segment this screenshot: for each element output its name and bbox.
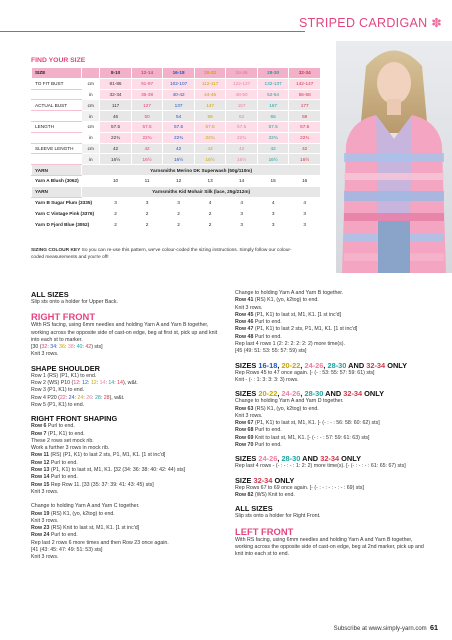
left-front-heading: LEFT FRONT [235, 525, 294, 537]
yarn-label: YARN [32, 186, 82, 197]
heading-part: AND [300, 454, 321, 464]
value-cell: 127 [131, 100, 163, 111]
unit-cell: in [82, 154, 100, 165]
yarn-qty: 3 [226, 219, 258, 230]
pattern-line: Row 67 (P1, K1) to last st, M1, K1. [- (- : - : 56: 58: 60: 62) sts] [235, 420, 380, 427]
value-cell: 65 [257, 111, 289, 122]
yarn-qty: 3 [257, 208, 289, 219]
value-cell: 22¾ [194, 132, 226, 143]
heading-part: , [277, 389, 282, 399]
value-cell: 16½ [194, 154, 226, 165]
row-label: LENGTH [32, 121, 82, 132]
value-cell: 16½ [100, 154, 132, 165]
pattern-line: Row 48 Purl to end. [235, 333, 282, 340]
heading-part: SIZE [235, 475, 254, 485]
yarn-qty: 3 [163, 197, 195, 208]
pattern-line: [45 (49: 51: 53: 55: 57: 59) sts] [235, 348, 307, 355]
right-front-knit-rows: Knit 3 rows. [31, 351, 59, 358]
yarn-c-rows [31, 503, 227, 561]
heading-part: AND [346, 360, 367, 370]
yarn-qty: 3 [100, 197, 132, 208]
pattern-line: Row 12 Purl to end. [31, 459, 78, 466]
value-cell: 42 [226, 143, 258, 154]
value-cell: 32-34 [100, 89, 132, 100]
yarn-qty: 3 [226, 208, 258, 219]
pattern-line: Change to holding Yarn A and Yarn D together. [235, 398, 344, 405]
value-cell: 16½ [131, 154, 163, 165]
model-illustration [336, 41, 452, 273]
pattern-line: Change to holding Yarn A and Yarn C together. [31, 503, 140, 510]
row-label: TO FIT BUST [32, 78, 82, 89]
header-cell: 20-22 [194, 68, 226, 79]
yarn-name: Yarn B Sugar Plum (3335) [32, 197, 100, 208]
row-label [32, 154, 82, 165]
shoulder-row-5: Row 5 (P1, K1) to end. [31, 401, 85, 408]
sizes-20-to-34-heading [235, 389, 431, 398]
pattern-line: Row 82 (WS) Knit to end. [235, 491, 295, 498]
value-cell: 42 [100, 143, 132, 154]
shoulder-row-1: Row 1 (RS) (P1, K1) to end. [31, 372, 97, 379]
pattern-line: Row 24 Purl to end. [31, 532, 78, 539]
yarn-qty: 3 [289, 219, 321, 230]
left-front-intro: With RS facing, using 6mm needles and holding Yarn A and Yarn B together, working across the opposite side of cast-on edge, beg at 2nd marker, pick up and knit into each st to end. [235, 536, 424, 558]
unit-cell: in [82, 89, 100, 100]
value-cell: 62 [226, 111, 258, 122]
yarn-qty: 14 [226, 175, 258, 186]
value-cell: 16½ [289, 154, 321, 165]
yarn-qty: 13 [194, 175, 226, 186]
pattern-line: Knit 3 rows. [235, 304, 263, 311]
value-cell: 112-117 [194, 78, 226, 89]
all-sizes-heading: ALL SIZES [31, 290, 69, 299]
measurement-row [32, 89, 321, 100]
sizes-16-to-34-heading [235, 361, 431, 370]
pattern-line: Row 7 (P1, K1) to end. [31, 430, 85, 437]
pattern-line: Knit 3 rows. [235, 412, 263, 419]
model-photo [336, 41, 452, 273]
header-cell: 16-18 [163, 68, 195, 79]
right-front-shaping-heading: RIGHT FRONT SHAPING [31, 414, 118, 424]
measurement-row [32, 143, 321, 154]
heading-part: 24-26 [258, 454, 278, 464]
heading-part: , [300, 389, 305, 399]
sizes-20-to-34-rows [235, 398, 431, 449]
yarn-qty: 4 [194, 197, 226, 208]
value-cell: 16½ [226, 154, 258, 165]
value-cell: 137 [163, 100, 195, 111]
shoulder-row-3: Row 3 (P1, K1) to end. [31, 387, 85, 394]
row-label [32, 89, 82, 100]
heading-part: 32-34 [253, 475, 273, 485]
heading-part: 28-30 [304, 389, 324, 399]
value-cell: 58 [194, 111, 226, 122]
page-number: 61 [430, 623, 438, 632]
heading-part: 32-34 [343, 389, 363, 399]
value-cell: 167 [257, 100, 289, 111]
pattern-line: These 2 rows set mock rib. [31, 437, 94, 444]
value-cell: 22¾ [163, 132, 195, 143]
yarn-1-row-text: Yarnsmiths Merino DK Superwash (50g/110m) [82, 165, 321, 176]
right-column [235, 290, 431, 558]
title-divider [0, 31, 305, 32]
sizes-24-to-34-rows [235, 463, 431, 470]
shaping-rows [31, 423, 227, 496]
right-front-heading: RIGHT FRONT [31, 311, 96, 323]
unit-cell: cm [82, 78, 100, 89]
flower-icon: ✽ [431, 16, 442, 30]
value-cell: 132-137 [257, 78, 289, 89]
value-cell: 42 [257, 143, 289, 154]
yarn-2-row [32, 186, 321, 197]
yarn-qty: 4 [226, 197, 258, 208]
yarn-qty: 2 [163, 219, 195, 230]
heading-part: 28-30 [281, 454, 301, 464]
header-cell: 24-26 [226, 68, 258, 79]
header-cell: 8-10 [100, 68, 132, 79]
unit-cell: in [82, 111, 100, 122]
value-cell: 91-97 [131, 78, 163, 89]
value-cell: 42 [131, 143, 163, 154]
value-cell: 48-50 [226, 89, 258, 100]
value-cell: 102-107 [163, 78, 195, 89]
value-cell: 22¾ [131, 132, 163, 143]
pattern-line: Row 15 Rep Row 11. [33 (35: 37: 39: 41: 43: 45) sts] [31, 481, 154, 488]
yarn-b-row [32, 197, 321, 208]
yarn-qty: 10 [100, 175, 132, 186]
right-front-intro: With RS facing, using 6mm needles and holding Yarn A and Yarn B together, working across the opposite side of cast-on edge, beg at first st, pick up and knit into each st to marker. [31, 322, 218, 343]
value-cell: 42 [163, 143, 195, 154]
row-label: SLEEVE LENGTH [32, 143, 82, 154]
yarn-qty: 2 [163, 208, 195, 219]
footer-url[interactable]: Subscribe at www.simply-yarn.com [333, 626, 427, 632]
heading-part: AND [323, 389, 344, 399]
yarn-qty: 2 [131, 219, 163, 230]
value-cell: 54 [163, 111, 195, 122]
heading-part: SIZES [235, 389, 259, 399]
pattern-line: Rep Rows 45 to 47 once again. [- (- : 53: 55: 57: 59: 61) sts] [235, 369, 375, 376]
yarn-qty: 2 [100, 208, 132, 219]
value-cell: 40-42 [163, 89, 195, 100]
header-cell: 28-30 [257, 68, 289, 79]
pattern-line: Row 70 Purl to end. [235, 442, 282, 449]
header-cell: 12-14 [131, 68, 163, 79]
yarn-qty: 12 [163, 175, 195, 186]
value-cell: 69 [289, 111, 321, 122]
value-cell: 42 [289, 143, 321, 154]
all-sizes-text-2: Slip sts onto a holder for Right Front. [235, 513, 321, 520]
unit-cell: cm [82, 143, 100, 154]
sizes-24-to-34-heading [235, 454, 431, 463]
pattern-line: Rep last 4 rows - (- : - : - : 1: 2: 2) more time(s). [- (- : - : - : 61: 65: 67) sts] [235, 463, 406, 470]
value-cell: 157 [226, 100, 258, 111]
yarn-a-row [32, 175, 321, 186]
pattern-line: Rep last 4 rows 1 (2: 2: 2: 2: 2: 2) more time(s). [235, 341, 345, 348]
size-table-heading: FIND YOUR SIZE [31, 57, 86, 64]
yarn-b-rows [235, 290, 431, 356]
pattern-line: Change to holding Yarn A and Yarn B together. [235, 290, 344, 296]
heading-part: 16-18 [258, 360, 278, 370]
pattern-line: Row 45 (P1, K1) to last st, M1, K1. [1 st inc'd] [235, 311, 342, 318]
value-cell: 57.5 [289, 121, 321, 132]
heading-part: ONLY [272, 475, 295, 485]
pattern-line: Row 63 (RS) K1, (yo, k2tog) to end. [235, 405, 319, 412]
shoulder-row-4: Row 4 P20 (22: 24: 24: 26: 28: 28), w&t. [31, 394, 125, 401]
value-cell: 16½ [257, 154, 289, 165]
header-cell [82, 68, 100, 79]
heading-part: 20-22 [258, 389, 278, 399]
pattern-line: Row 46 Purl to end. [235, 319, 282, 326]
unit-cell: cm [82, 100, 100, 111]
value-cell: 36-38 [131, 89, 163, 100]
pattern-line: Row 14 Purl to end. [31, 474, 78, 481]
value-cell: 57.5 [131, 121, 163, 132]
value-cell: 122-127 [226, 78, 258, 89]
value-cell: 57.5 [194, 121, 226, 132]
row-label: ACTUAL BUST [32, 100, 82, 111]
pattern-line: Row 23 (RS) Knit to last st, M1, K1. [1 st inc'd] [31, 525, 140, 532]
pattern-line: Rep last 2 rows 6 more times and then Row 23 once again. [31, 539, 169, 546]
yarn-name: Yarn C Vintage Pink (3376) [32, 208, 100, 219]
heading-part: 24-26 [281, 389, 301, 399]
pattern-line: Row 13 (P1, K1) to last st, M1, K1. [32 (34: 36: 38: 40: 42: 44) sts] [31, 467, 186, 474]
heading-part: ONLY [385, 360, 408, 370]
pattern-line: Row 19 (RS) K1, (yo, k2tog) to end. [31, 510, 115, 517]
yarn-qty: 3 [289, 208, 321, 219]
value-cell: 57.5 [163, 121, 195, 132]
value-cell: 57.5 [226, 121, 258, 132]
heading-part: SIZES [235, 454, 259, 464]
shape-shoulder-heading: SHAPE SHOULDER [31, 363, 100, 373]
pattern-line: Row 11 (RS) (P1, K1) to last 2 sts, P1, M1, K1. [1 st inc'd] [31, 452, 166, 459]
value-cell: 16½ [163, 154, 195, 165]
measurement-row [32, 132, 321, 143]
row-label [32, 111, 82, 122]
yarn-label: YARN [32, 165, 82, 176]
yarn-d-row [32, 219, 321, 230]
pattern-line: Knit - (- : 1: 3: 3: 3: 3) rows. [235, 376, 299, 383]
sizes-16-to-34-rows [235, 370, 431, 385]
heading-part: 24-26 [304, 360, 324, 370]
yarn-qty: 2 [100, 219, 132, 230]
yarn-qty: 16 [289, 175, 321, 186]
yarn-qty: 11 [131, 175, 163, 186]
pattern-line: Row 41 (RS) K1, (yo, k2tog) to end. [235, 297, 319, 304]
left-column [31, 290, 227, 562]
yarn-name: Yarn D Fjord Blue (3052) [32, 219, 100, 230]
pattern-line: Row 69 Knit to last st, M1, K1. [- (- : - : 57: 59: 61: 63) sts] [235, 434, 370, 441]
heading-part: , [300, 360, 305, 370]
right-front-stitch-count: [30 (32: 34: 36: 38: 40: 42) sts] [31, 344, 103, 351]
title-text: STRIPED CARDIGAN [299, 16, 428, 30]
yarn-qty: 15 [257, 175, 289, 186]
value-cell: 142-147 [289, 78, 321, 89]
heading-part: 32-34 [366, 360, 386, 370]
pattern-line: Knit 3 rows. [31, 554, 59, 561]
shoulder-row-2: Row 2 (WS) P10 (12: 12: 12: 14: 14: 14), w&t. [31, 380, 138, 387]
heading-part: 28-30 [327, 360, 347, 370]
value-cell: 52-54 [257, 89, 289, 100]
value-cell: 44-46 [194, 89, 226, 100]
key-title: SIZING COLOUR KEY [31, 248, 81, 253]
pattern-line: [41 (43: 45: 47: 49: 51: 53) sts] [31, 547, 103, 554]
page-title [299, 15, 442, 30]
yarn-c-row [32, 208, 321, 219]
pattern-line: Work a further 3 rows in mock rib. [31, 445, 110, 452]
value-cell: 57.5 [257, 121, 289, 132]
unit-cell: cm [82, 121, 100, 132]
heading-part: 32-34 [320, 454, 340, 464]
pattern-line: Row 47 (P1, K1) to last 2 sts, P1, M1, K1. [1 st inc'd] [235, 326, 358, 333]
sizing-colour-key [31, 247, 303, 261]
value-cell: 22¾ [100, 132, 132, 143]
value-cell: 147 [194, 100, 226, 111]
value-cell: 117 [100, 100, 132, 111]
heading-part: , [323, 360, 328, 370]
all-sizes-text: Slip sts onto a holder for Upper Back. [31, 299, 118, 305]
yarn-qty: 2 [194, 219, 226, 230]
yarn-qty: 3 [131, 197, 163, 208]
value-cell: 57.5 [100, 121, 132, 132]
unit-cell: in [82, 132, 100, 143]
page-footer [334, 623, 438, 632]
key-text: So you can re-use this pattern, we've colour-coded the sizing instructions. Simply follow our colour-coded measurements and you're off! [31, 248, 292, 261]
measurement-row [32, 121, 321, 132]
yarn-1-row [32, 165, 321, 176]
heading-part: , [277, 360, 282, 370]
all-sizes-heading-2: ALL SIZES [235, 504, 273, 514]
heading-part: 20-22 [281, 360, 301, 370]
measurement-row [32, 78, 321, 89]
value-cell: 22¾ [226, 132, 258, 143]
value-cell: 42 [194, 143, 226, 154]
pattern-line: Row 68 Purl to end. [235, 427, 282, 434]
value-cell: 50 [131, 111, 163, 122]
heading-part: , [277, 454, 282, 464]
pattern-line: Rep Rows 67 to 69 once again. [- (- : - : - : - : - : 69) sts] [235, 484, 364, 491]
value-cell: 22¾ [257, 132, 289, 143]
measurement-row [32, 100, 321, 111]
heading-part: ONLY [339, 454, 362, 464]
value-cell: 81-86 [100, 78, 132, 89]
header-cell: 32-34 [289, 68, 321, 79]
yarn-qty: 4 [257, 197, 289, 208]
table-header-row [32, 68, 321, 79]
size-32-34-heading [235, 476, 431, 485]
heading-part: ONLY [362, 389, 385, 399]
yarn-2-row-text: Yarnsmiths Kid Mohair Silk (lace, 25g/212m) [82, 186, 321, 197]
value-cell: 46 [100, 111, 132, 122]
pattern-line: Knit 3 rows. [31, 488, 59, 495]
measurement-row [32, 111, 321, 122]
measurement-row [32, 154, 321, 165]
size-32-34-rows [235, 485, 431, 500]
yarn-qty: 4 [289, 197, 321, 208]
size-table [31, 67, 321, 230]
yarn-qty: 2 [131, 208, 163, 219]
yarn-name: Yarn A Blush (3062) [32, 175, 100, 186]
value-cell: 56-58 [289, 89, 321, 100]
yarn-qty: 2 [194, 208, 226, 219]
value-cell: 177 [289, 100, 321, 111]
value-cell: 22¾ [289, 132, 321, 143]
pattern-line: Row 6 Purl to end. [31, 423, 75, 430]
heading-part: SIZES [235, 360, 259, 370]
yarn-qty: 3 [257, 219, 289, 230]
row-label [32, 132, 82, 143]
header-cell: SIZE [32, 68, 82, 79]
pattern-line: Knit 3 rows. [31, 517, 59, 524]
